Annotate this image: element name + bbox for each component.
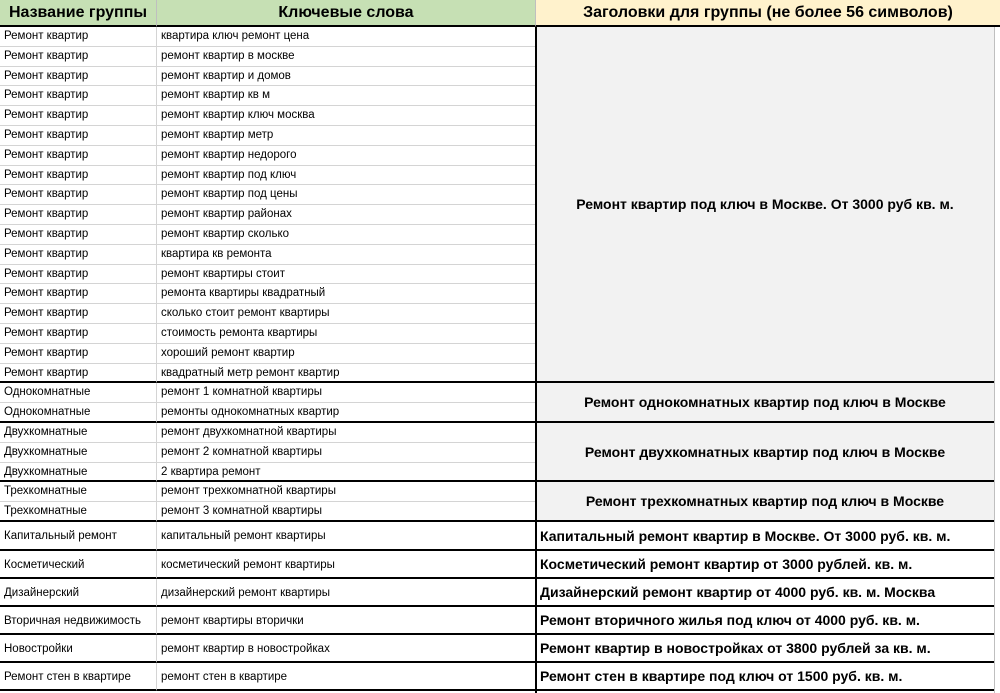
group-title-cell[interactable]: Ремонт трехкомнатных квартир под ключ в Москве (536, 482, 994, 522)
header-keywords[interactable]: Ключевые слова (157, 0, 536, 27)
group-name-cell[interactable]: Ремонт стен в квартире (0, 663, 157, 691)
keyword-cell[interactable]: сколько стоит ремонт квартиры (157, 304, 536, 324)
keyword-cell[interactable]: ремонты однокомнатных квартир (157, 403, 536, 423)
group-name-cell[interactable]: Ремонт квартир (0, 304, 157, 324)
keyword-cell[interactable]: ремонта квартиры квадратный (157, 284, 536, 304)
keyword-cell[interactable]: ремонт квартир в новостройках (157, 635, 536, 663)
group-title-cell[interactable]: Косметический ремонт квартир от 3000 рублей. кв. м. (536, 551, 994, 579)
keyword-cell[interactable]: ремонт двухкомнатной квартиры (157, 423, 536, 443)
header-titles[interactable]: Заголовки для группы (не более 56 символов) (536, 0, 1000, 27)
group-name-cell[interactable]: Двухкомнатные (0, 463, 157, 483)
header-group-name[interactable]: Название группы (0, 0, 157, 27)
group-name-cell[interactable]: Трехкомнатные (0, 482, 157, 502)
group-name-cell[interactable]: Ремонт квартир (0, 126, 157, 146)
keyword-cell[interactable]: ремонт квартиры стоит (157, 265, 536, 285)
keyword-cell[interactable]: квартира кв ремонта (157, 245, 536, 265)
group-name-cell[interactable]: Ремонт квартир (0, 166, 157, 186)
keyword-cell[interactable]: дизайнерский ремонт квартиры (157, 579, 536, 607)
group-name-cell[interactable]: Дизайнерский (0, 579, 157, 607)
keyword-cell[interactable]: капитальный ремонт квартиры (157, 522, 536, 551)
keyword-cell[interactable]: квартира ключ ремонт цена (157, 27, 536, 47)
keyword-cell[interactable]: ремонт квартир недорого (157, 146, 536, 166)
keyword-cell[interactable]: квадратный метр ремонт квартир (157, 364, 536, 384)
keyword-cell[interactable]: ремонт стен в квартире (157, 663, 536, 691)
group-title-cell[interactable]: Ремонт однокомнатных квартир под ключ в Москве (536, 383, 994, 423)
group-name-cell[interactable]: Ремонт квартир (0, 324, 157, 344)
keyword-cell[interactable]: ремонт квартир под цены (157, 185, 536, 205)
group-title-cell[interactable]: Ремонт квартир в новостройках от 3800 рублей за кв. м. (536, 635, 994, 663)
group-name-cell[interactable]: Двухкомнатные (0, 423, 157, 443)
keyword-cell[interactable]: ремонт трехкомнатной квартиры (157, 482, 536, 502)
keyword-cell[interactable]: косметический ремонт квартиры (157, 551, 536, 579)
keyword-cell[interactable]: ремонт 3 комнатной квартиры (157, 502, 536, 522)
keyword-cell[interactable]: стоимость ремонта квартиры (157, 324, 536, 344)
group-name-cell[interactable]: Ремонт квартир (0, 185, 157, 205)
group-name-cell[interactable]: Ремонт квартир (0, 364, 157, 384)
group-name-cell[interactable]: Ремонт квартир (0, 27, 157, 47)
keyword-cell[interactable]: ремонт квартир районах (157, 205, 536, 225)
group-title-cell[interactable]: Ремонт квартир под ключ в Москве. От 3000 руб кв. м. (536, 27, 994, 383)
keyword-cell[interactable]: ремонт 2 комнатной квартиры (157, 443, 536, 463)
group-name-cell[interactable]: Ремонт квартир (0, 225, 157, 245)
group-title-cell[interactable]: Дизайнерский ремонт квартир от 4000 руб. кв. м. Москва (536, 579, 994, 607)
group-name-cell[interactable]: Ремонт квартир (0, 265, 157, 285)
column-divider (535, 27, 537, 693)
group-name-cell[interactable]: Капитальный ремонт (0, 522, 157, 551)
group-name-cell[interactable]: Ремонт квартир (0, 284, 157, 304)
keyword-cell[interactable]: ремонт квартир в москве (157, 47, 536, 67)
keyword-cell[interactable]: ремонт квартир ключ москва (157, 106, 536, 126)
group-name-cell[interactable]: Трехкомнатные (0, 502, 157, 522)
group-title-cell[interactable]: Ремонт стен в квартире под ключ от 1500 руб. кв. м. (536, 663, 994, 691)
keyword-cell[interactable]: 2 квартира ремонт (157, 463, 536, 483)
keyword-cell[interactable]: ремонт квартир сколько (157, 225, 536, 245)
group-name-cell[interactable]: Ремонт квартир (0, 344, 157, 364)
group-name-cell[interactable]: Ремонт квартир (0, 67, 157, 87)
keyword-cell[interactable]: ремонт квартир под ключ (157, 166, 536, 186)
group-name-cell[interactable]: Косметический (0, 551, 157, 579)
group-name-cell[interactable]: Однокомнатные (0, 383, 157, 403)
group-name-cell[interactable]: Ремонт квартир (0, 146, 157, 166)
group-title-cell[interactable]: Капитальный ремонт квартир в Москве. От 3000 руб. кв. м. (536, 522, 994, 551)
group-name-cell[interactable]: Ремонт квартир (0, 86, 157, 106)
column-divider-right (994, 27, 995, 693)
keyword-cell[interactable]: ремонт квартир метр (157, 126, 536, 146)
keyword-cell[interactable]: ремонт квартир кв м (157, 86, 536, 106)
group-title-cell[interactable]: Ремонт двухкомнатных квартир под ключ в Москве (536, 423, 994, 482)
group-name-cell[interactable]: Вторичная недвижимость (0, 607, 157, 635)
keyword-cell[interactable]: ремонт квартиры вторички (157, 607, 536, 635)
group-name-cell[interactable]: Ремонт квартир (0, 205, 157, 225)
group-title-cell[interactable]: Ремонт вторичного жилья под ключ от 4000 руб. кв. м. (536, 607, 994, 635)
group-name-cell[interactable]: Новостройки (0, 635, 157, 663)
group-name-cell[interactable]: Двухкомнатные (0, 443, 157, 463)
keyword-cell[interactable]: ремонт 1 комнатной квартиры (157, 383, 536, 403)
keyword-cell[interactable]: хороший ремонт квартир (157, 344, 536, 364)
group-name-cell[interactable]: Однокомнатные (0, 403, 157, 423)
group-name-cell[interactable]: Ремонт квартир (0, 47, 157, 67)
group-name-cell[interactable]: Ремонт квартир (0, 245, 157, 265)
keyword-cell[interactable]: ремонт квартир и домов (157, 67, 536, 87)
group-name-cell[interactable]: Ремонт квартир (0, 106, 157, 126)
